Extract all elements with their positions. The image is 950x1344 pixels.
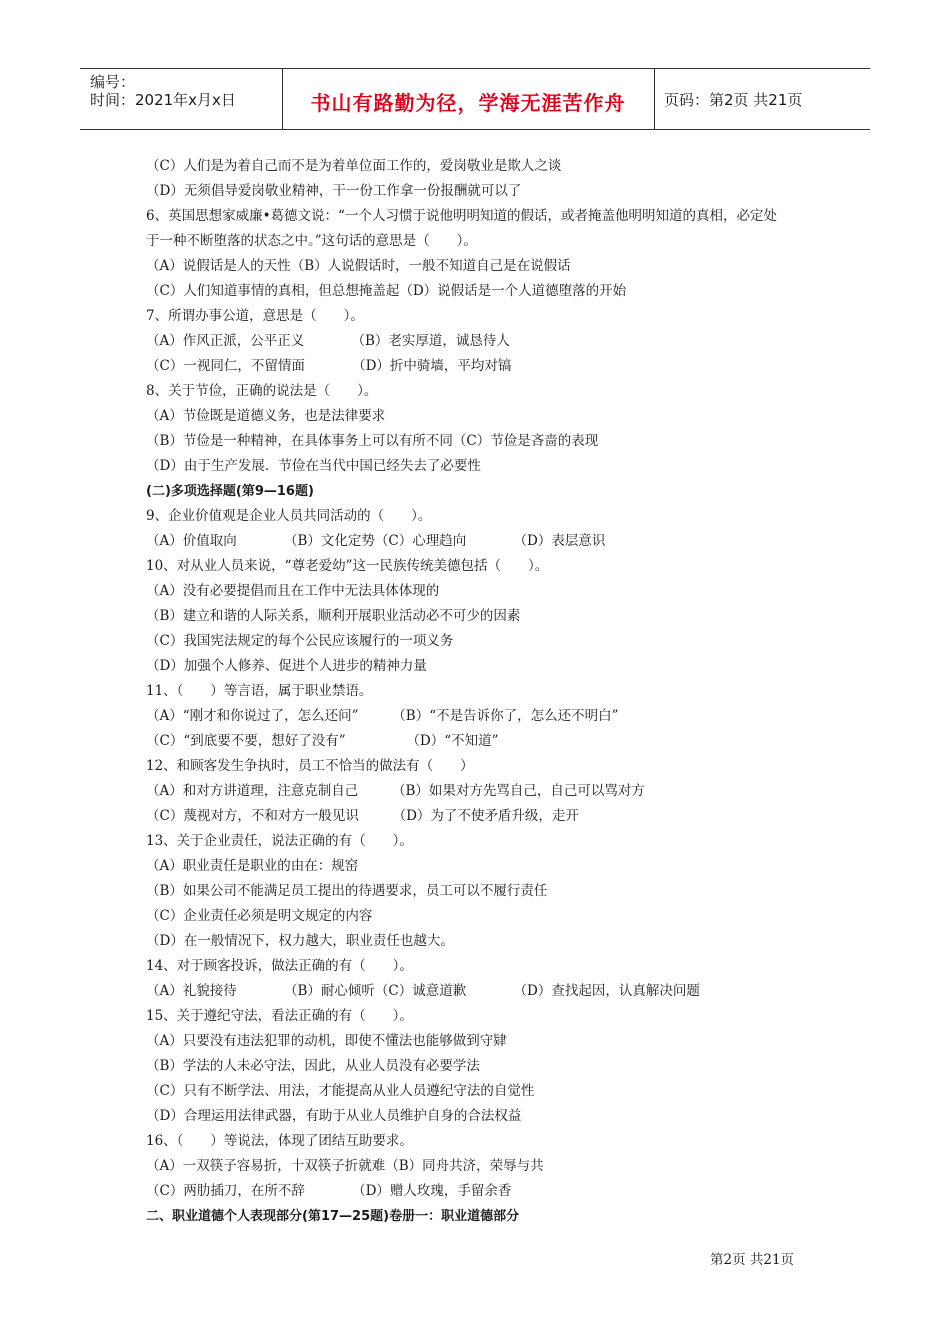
document-body [146, 154, 826, 1229]
header-motto-cell [282, 69, 655, 129]
text-line: （A）职业责任是职业的由在：规窑 [146, 858, 359, 874]
header-motto: 书山有路勤为径，学海无涯苦作舟 [310, 91, 626, 115]
serial-label: 编号： [90, 73, 136, 91]
text-line: （A）说假话是人的天性（B）人说假话时，一般不知道自己是在说假话 [146, 258, 571, 274]
text-line: 8、关于节俭，正确的说法是（ ）。 [146, 383, 378, 399]
text-line: （C）企业责任必须是明文规定的内容 [146, 908, 373, 924]
text-line: （C）我国宪法规定的每个公民应该履行的一项义务 [146, 633, 454, 649]
text-line: 16、（ ）等说法，体现了团结互助要求。 [146, 1133, 413, 1149]
text-line: （A）没有必要提倡而且在工作中无法具体体现的 [146, 583, 440, 599]
text-line: （C）“到底要不要，想好了没有” （D）“不知道” [146, 733, 499, 749]
text-line: （A）礼貌接待 （B）耐心倾听（C）诚意道歉 （D）查找起因，认真解决问题 [146, 983, 700, 999]
text-line: （A）作风正派，公平正义 （B）老实厚道，诚恳待人 [146, 333, 510, 349]
text-line: （C）只有不断学法、用法，才能提高从业人员遵纪守法的自觉性 [146, 1083, 535, 1099]
text-line: 6、英国思想家威廉•葛德文说：“一个人习惯于说他明明知道的假话，或者掩盖他明明知道的真相，必定处 [146, 208, 777, 224]
text-line: （C）两肋插刀，在所不辞 （D）赠人玫瑰，手留余香 [146, 1183, 512, 1199]
text-line: 7、所谓办事公道，意思是（ ）。 [146, 308, 364, 324]
text-line: （C）人们是为着自己而不是为着单位面工作的，爱岗敬业是欺人之谈 [146, 158, 562, 174]
text-line: （D）加强个人修养、促进个人进步的精神力量 [146, 658, 427, 674]
date-label: 时间：2021年x月x日 [90, 91, 236, 109]
text-line: （B）如果公司不能满足员工提出的待遇要求，员工可以不履行责任 [146, 883, 548, 899]
text-line: 10、对从业人员来说，“尊老爱幼”这一民族传统美德包括（ ）。 [146, 558, 549, 574]
text-line: （C）蔑视对方，不和对方一般见识 （D）为了不使矛盾升级，走开 [146, 808, 579, 824]
text-line: （A）节俭既是道德义务，也是法律要求 [146, 408, 386, 424]
text-line: （A）只要没有违法犯罪的动机，即使不懂法也能够做到守肄 [146, 1033, 507, 1049]
header-info-cell [80, 69, 283, 129]
text-line: （B）建立和谐的人际关系，顺利开展职业活动必不可少的因素 [146, 608, 521, 624]
text-line: （C）一视同仁，不留情面 （D）折中骑墙，平均对镐 [146, 358, 512, 374]
text-line: （A）和对方讲道理，注意克制自己 （B）如果对方先骂自己，自己可以骂对方 [146, 783, 645, 799]
text-line: （D）由于生产发展．节俭在当代中国已经失去了必要性 [146, 458, 481, 474]
text-line: 13、关于企业责任，说法正确的有（ ）。 [146, 833, 413, 849]
header-page-cell [654, 69, 870, 129]
text-line: 9、企业价值观是企业人员共同活动的（ ）。 [146, 508, 432, 524]
text-line: 11、（ ）等言语，属于职业禁语。 [146, 683, 373, 699]
text-line: （A）“刚才和你说过了，怎么还问” （B）“不是告诉你了，怎么还不明白” [146, 708, 619, 724]
text-line: （D）合理运用法律武器，有助于从业人员维护自身的合法权益 [146, 1108, 522, 1124]
page-header [80, 68, 870, 130]
text-line: （B）节俭是一种精神，在具体事务上可以有所不同（C）节俭是吝啬的表现 [146, 433, 599, 449]
text-line: （D）无须倡导爱岗敬业精神，干一份工作拿一份报酬就可以了 [146, 183, 522, 199]
text-line: 14、对于顾客投诉，做法正确的有（ ）。 [146, 958, 413, 974]
text-line: （A）价值取向 （B）文化定势（C）心理趋向 （D）表层意识 [146, 533, 606, 549]
text-line: （A）一双筷子容易折，十双筷子折就难（B）同舟共济，荣辱与共 [146, 1158, 544, 1174]
text-line: （C）人们知道事情的真相，但总想掩盖起（D）说假话是一个人道德堕落的开始 [146, 283, 627, 299]
text-line: （D）在一般情况下，权力越大，职业责任也越大。 [146, 933, 454, 949]
text-line: （B）学法的人未必守法，因此，从业人员没有必要学法 [146, 1058, 480, 1074]
section-heading: 二、职业道德个人表现部分(第17—25题)卷册一：职业道德部分 [146, 1209, 520, 1224]
text-line: 12、和顾客发生争执时，员工不恰当的做法有（ ） [146, 758, 474, 774]
section-heading: (二)多项选择题(第9—16题) [146, 484, 314, 499]
text-line: 15、关于遵纪守法，看法正确的有（ ）。 [146, 1008, 413, 1024]
header-page-number: 页码：第2页 共21页 [664, 91, 803, 109]
footer-page-number: 第2页 共21页 [710, 1252, 795, 1268]
text-line: 于一种不断堕落的状态之中。”这句话的意思是（ ）。 [146, 233, 477, 249]
